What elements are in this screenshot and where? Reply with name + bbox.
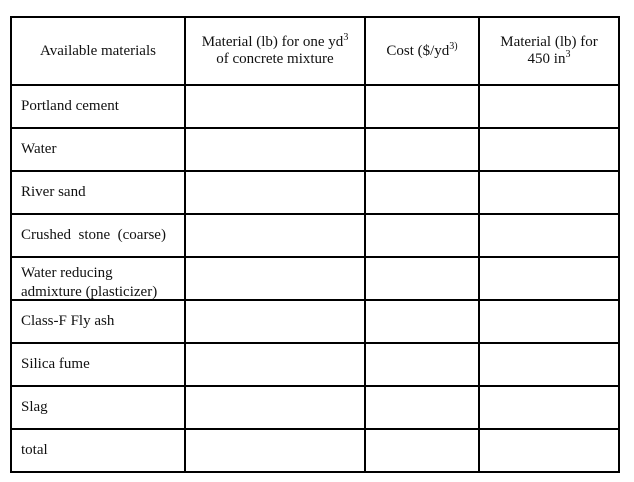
cell-material-per-450in3[interactable] (479, 343, 619, 386)
row-label: Water reducing (21, 264, 113, 281)
row-label-line2: admixture (plasticizer) (21, 283, 158, 299)
cell-material-per-yd3[interactable] (185, 429, 365, 472)
header-material-per-yd3 (185, 17, 365, 85)
cell-material-per-450in3[interactable] (479, 429, 619, 472)
table-row-total (11, 429, 619, 472)
cell-cost[interactable] (365, 429, 479, 472)
materials-table (10, 16, 620, 473)
cell-material-per-yd3[interactable] (185, 386, 365, 429)
cell-material-per-yd3[interactable] (185, 300, 365, 343)
cell-cost[interactable] (365, 343, 479, 386)
cell-cost[interactable] (365, 257, 479, 300)
cell-material-per-450in3[interactable] (479, 386, 619, 429)
table-row-water (11, 128, 619, 171)
cell-cost[interactable] (365, 386, 479, 429)
cell-material-per-450in3[interactable] (479, 128, 619, 171)
header-material-per-450in3-line2 (480, 51, 618, 68)
row-label-cell (11, 257, 185, 300)
row-label: Silica fume (21, 356, 90, 372)
cell-material-per-450in3[interactable] (479, 257, 619, 300)
table-row-river-sand (11, 171, 619, 214)
cell-material-per-yd3[interactable] (185, 214, 365, 257)
row-label-cell (11, 128, 185, 171)
cell-cost[interactable] (365, 128, 479, 171)
header-material-per-yd3-sup: 3 (343, 32, 349, 43)
row-label-cell (11, 386, 185, 429)
row-label-cell (11, 214, 185, 257)
header-cost-text: Cost ($/yd (386, 42, 450, 59)
row-label: Crushed stone (coarse) (21, 227, 166, 243)
table-row-portland-cement (11, 85, 619, 128)
row-label: Class-F Fly ash (21, 313, 115, 329)
header-material-per-450in3-line1: Material (lb) for (500, 34, 598, 50)
cell-cost[interactable] (365, 85, 479, 128)
cell-material-per-yd3[interactable] (185, 343, 365, 386)
table-row-silica-fume (11, 343, 619, 386)
header-material-per-450in3-text: 450 in (527, 51, 566, 67)
header-material-per-yd3-text: Material (lb) for one yd (201, 34, 344, 50)
header-cost-sup: 3) (449, 40, 458, 52)
header-material-per-450in3-sup: 3 (565, 49, 571, 60)
table-row-water-reducing (11, 257, 619, 300)
row-label: Portland cement (21, 98, 119, 114)
cell-cost[interactable] (365, 300, 479, 343)
row-label-clip (21, 259, 184, 299)
table-row-slag (11, 386, 619, 429)
header-available-materials-label: Available materials (40, 42, 156, 59)
table-row-crushed-stone (11, 214, 619, 257)
cell-material-per-450in3[interactable] (479, 171, 619, 214)
row-label-cell (11, 171, 185, 214)
row-label-cell (11, 85, 185, 128)
row-label: total (21, 442, 48, 458)
cell-material-per-450in3[interactable] (479, 300, 619, 343)
cell-material-per-yd3[interactable] (185, 85, 365, 128)
cell-cost[interactable] (365, 214, 479, 257)
header-available-materials (11, 17, 185, 85)
header-material-per-yd3-line1 (186, 34, 364, 51)
row-label: Slag (21, 399, 48, 415)
header-material-per-yd3-line2: of concrete mixture (216, 51, 334, 67)
table-row-fly-ash (11, 300, 619, 343)
cell-cost[interactable] (365, 171, 479, 214)
row-label: River sand (21, 184, 86, 200)
row-label-cell (11, 429, 185, 472)
cell-material-per-yd3[interactable] (185, 257, 365, 300)
header-material-per-450in3 (479, 17, 619, 85)
row-label: Water (21, 141, 57, 157)
header-row (11, 17, 619, 85)
header-cost (365, 17, 479, 85)
cell-material-per-450in3[interactable] (479, 214, 619, 257)
cell-material-per-yd3[interactable] (185, 128, 365, 171)
row-label-cell (11, 343, 185, 386)
cell-material-per-yd3[interactable] (185, 171, 365, 214)
cell-material-per-450in3[interactable] (479, 85, 619, 128)
row-label-cell (11, 300, 185, 343)
